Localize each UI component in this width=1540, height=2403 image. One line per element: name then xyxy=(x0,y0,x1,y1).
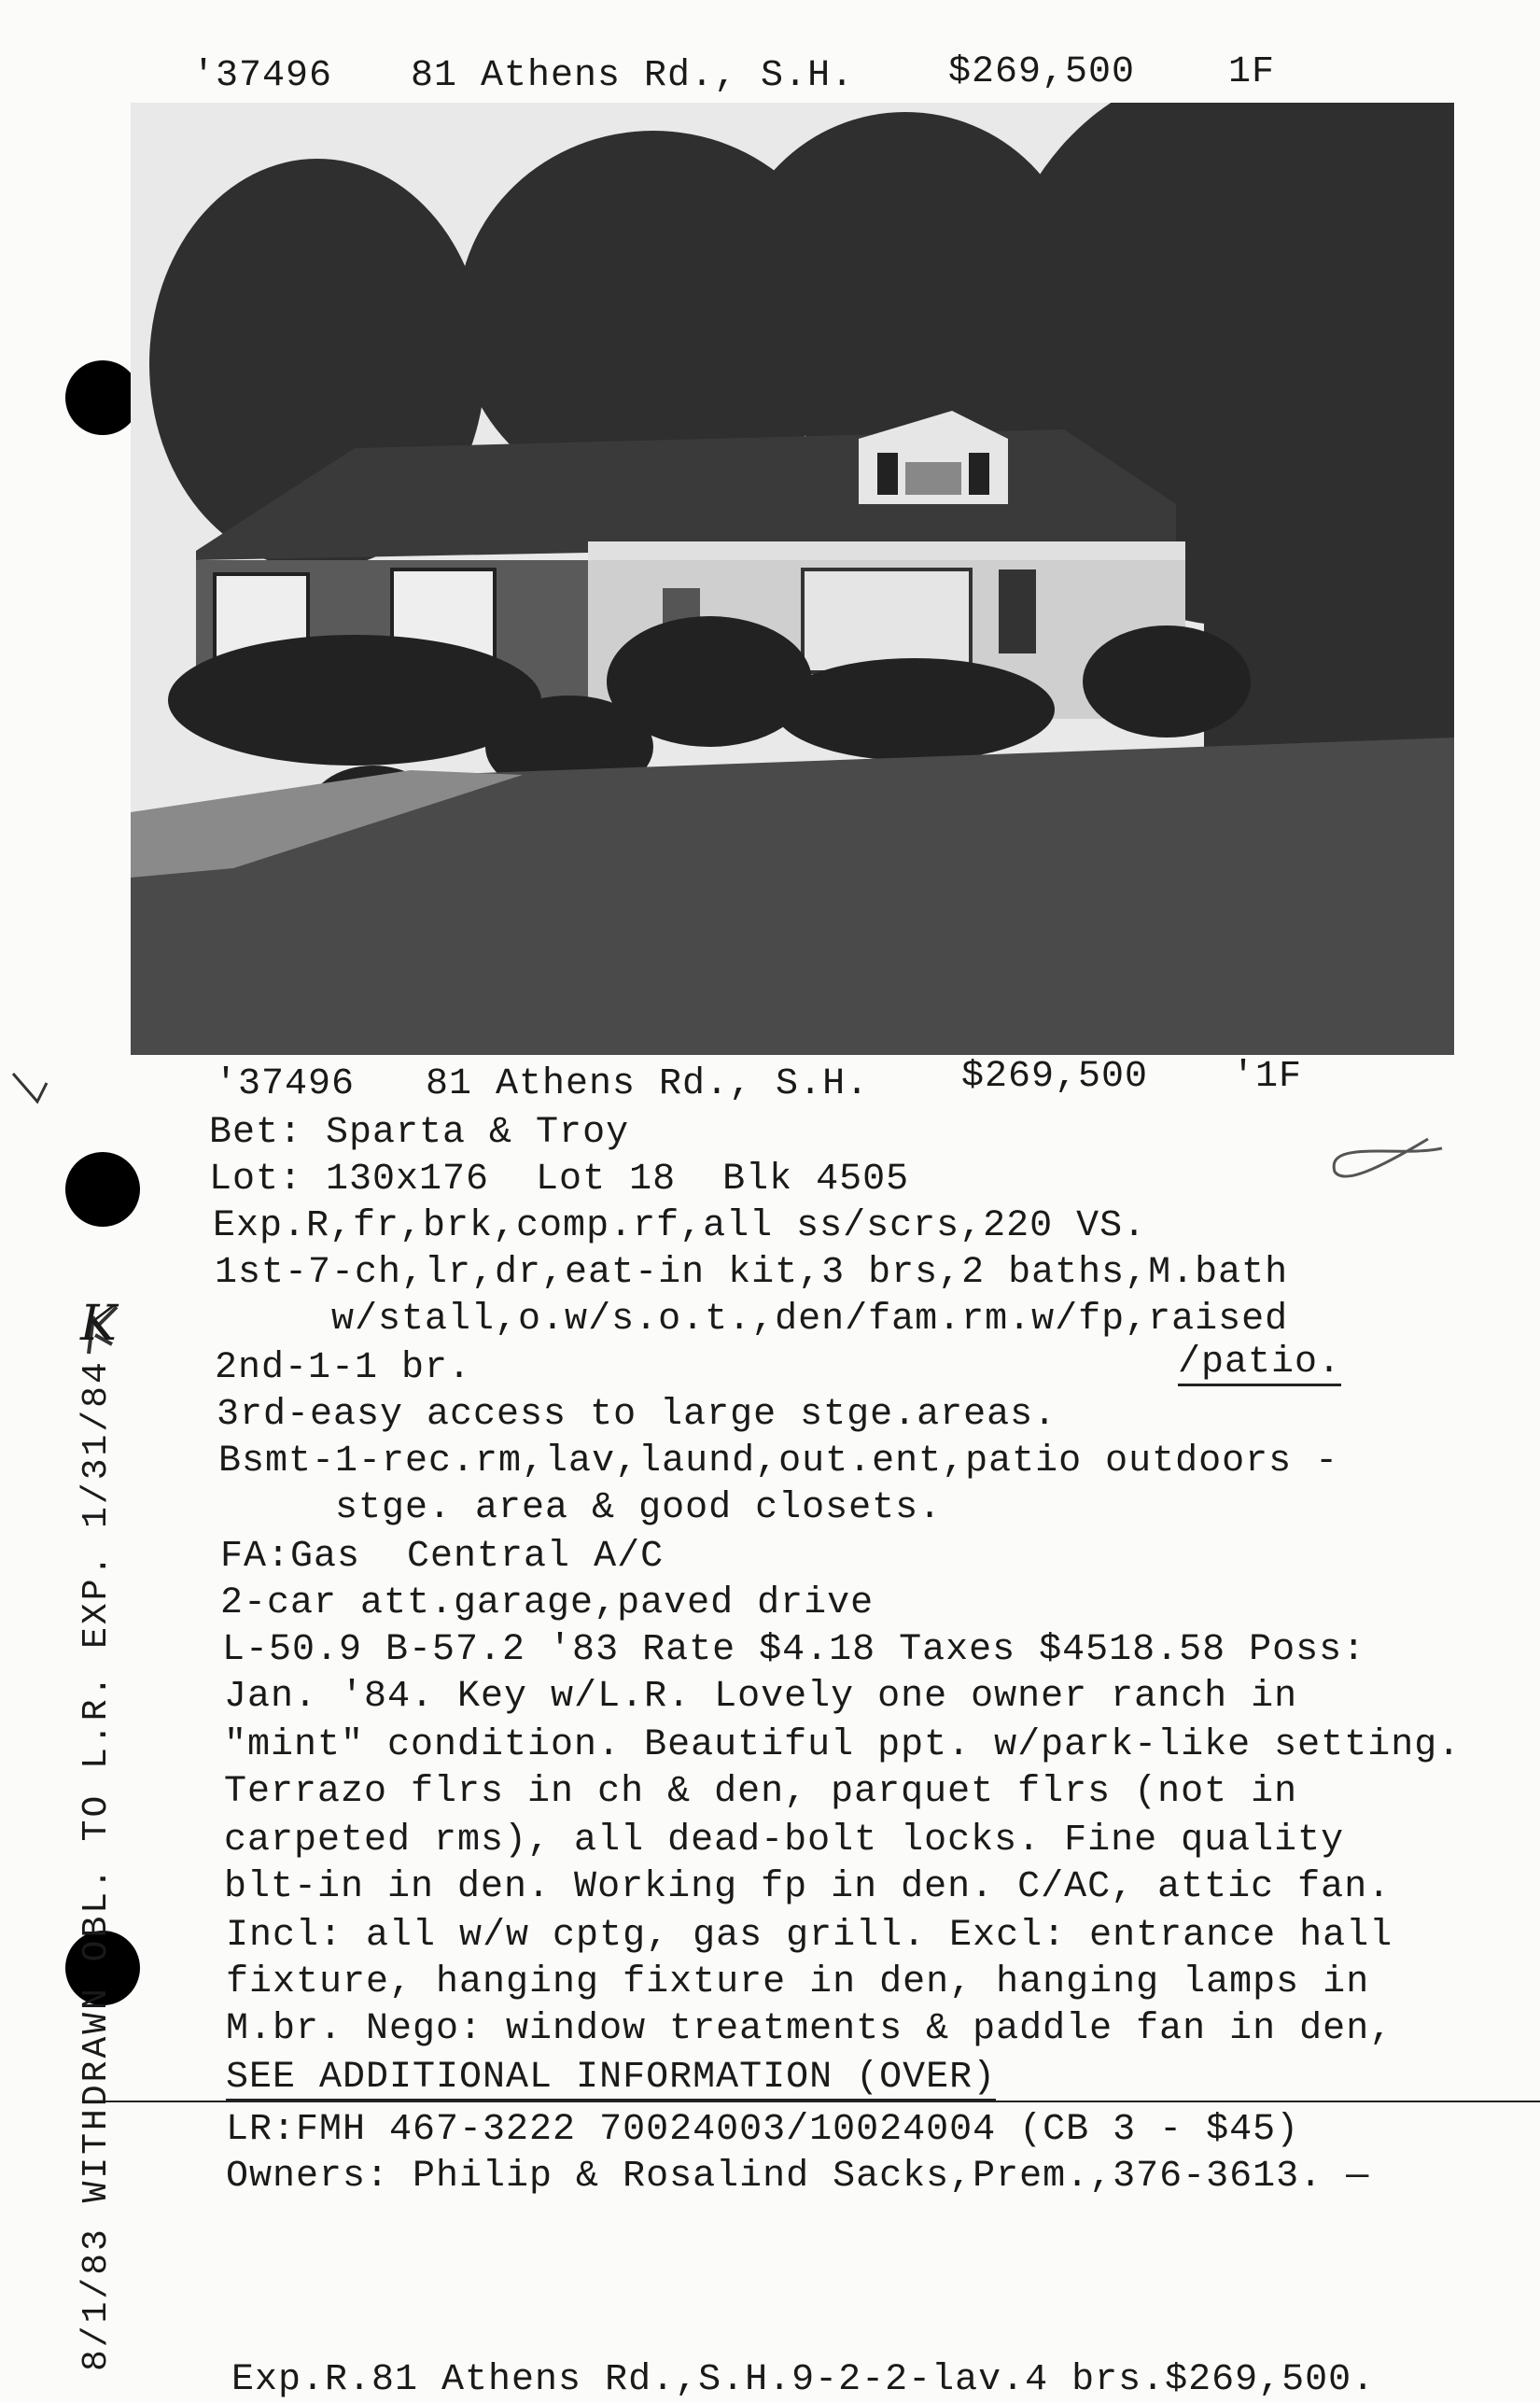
header-listing-no: '37496 xyxy=(192,55,333,97)
card-line-remarks-2: "mint" condition. Beautiful ppt. w/park-like setting. xyxy=(224,1724,1462,1766)
card-line-remarks-3: Terrazo flrs in ch & den, parquet flrs (not in xyxy=(224,1771,1298,1813)
card-line-remarks-5: blt-in in den. Working fp in den. C/AC, attic fan. xyxy=(224,1866,1392,1908)
card-line-exterior: Exp.R,fr,brk,comp.rf,all ss/scrs,220 VS. xyxy=(213,1205,1147,1247)
owners-line: Owners: Philip & Rosalind Sacks,Prem.,376-3613. — xyxy=(226,2156,1370,2198)
card-line-remarks-7: fixture, hanging fixture in den, hanging lamps in xyxy=(226,1961,1370,2003)
card-line-garage: 2-car att.garage,paved drive xyxy=(220,1582,875,1624)
handwritten-marks xyxy=(0,1046,1540,1438)
card-line-second-floor: 2nd-1-1 br. xyxy=(215,1347,472,1389)
card-line-remarks-4: carpeted rms), all dead-bolt locks. Fine quality xyxy=(224,1820,1345,1862)
card-listing-no: '37496 xyxy=(215,1063,356,1105)
card-line-remarks-1: Jan. '84. Key w/L.R. Lovely one owner ranch in xyxy=(224,1676,1298,1718)
header-price: $269,500 xyxy=(948,51,1136,93)
divider-line xyxy=(93,2101,1540,2102)
header-code: 1F xyxy=(1228,51,1276,93)
card-line-remarks-8: M.br. Nego: window treatments & paddle fan in den, xyxy=(226,2008,1393,2050)
card-line-third-floor: 3rd-easy access to large stge.areas. xyxy=(217,1394,1057,1436)
card-line-heating: FA:Gas Central A/C xyxy=(220,1536,665,1578)
bottom-summary-line: Exp.R.81 Athens Rd.,S.H.9-2-2-lav.4 brs.$269,500. xyxy=(231,2359,1376,2401)
binder-hole-top xyxy=(65,360,140,435)
card-line-first-floor-cont: w/stall,o.w/s.o.t.,den/fam.rm.w/fp,raised xyxy=(215,1299,1289,1341)
header-address: 81 Athens Rd., S.H. xyxy=(411,55,855,97)
card-patio-note: /patio. xyxy=(1178,1344,1341,1386)
house-photo xyxy=(131,103,1454,1055)
listing-realtor-line: LR:FMH 467-3222 70024003/10024004 (CB 3 - $45) xyxy=(226,2109,1300,2151)
handwritten-k-mark: K xyxy=(80,1296,118,1352)
card-line-taxes: L-50.9 B-57.2 '83 Rate $4.18 Taxes $4518.58 Poss: xyxy=(222,1629,1366,1671)
card-line-lot: Lot: 130x176 Lot 18 Blk 4505 xyxy=(209,1159,910,1201)
card-line-basement-cont: stge. area & good closets. xyxy=(218,1487,943,1529)
withdrawn-side-note: 8/1/83 WITHDRAWN OBL. TO L.R. EXP. 1/31/84 xyxy=(77,1359,117,2371)
card-line-basement: Bsmt-1-rec.rm,lav,laund,out.ent,patio outdoors - xyxy=(218,1440,1339,1483)
card-line-first-floor: 1st-7-ch,lr,dr,eat-in kit,3 brs,2 baths,M.bath xyxy=(215,1252,1289,1294)
card-code: '1F xyxy=(1232,1056,1303,1098)
card-price: $269,500 xyxy=(961,1056,1149,1098)
card-line-cross-streets: Bet: Sparta & Troy xyxy=(209,1112,630,1154)
card-line-remarks-6: Incl: all w/w cptg, gas grill. Excl: entrance hall xyxy=(226,1915,1393,1957)
card-address: 81 Athens Rd., S.H. xyxy=(426,1063,870,1105)
see-additional-info: SEE ADDITIONAL INFORMATION (OVER) xyxy=(226,2059,996,2101)
